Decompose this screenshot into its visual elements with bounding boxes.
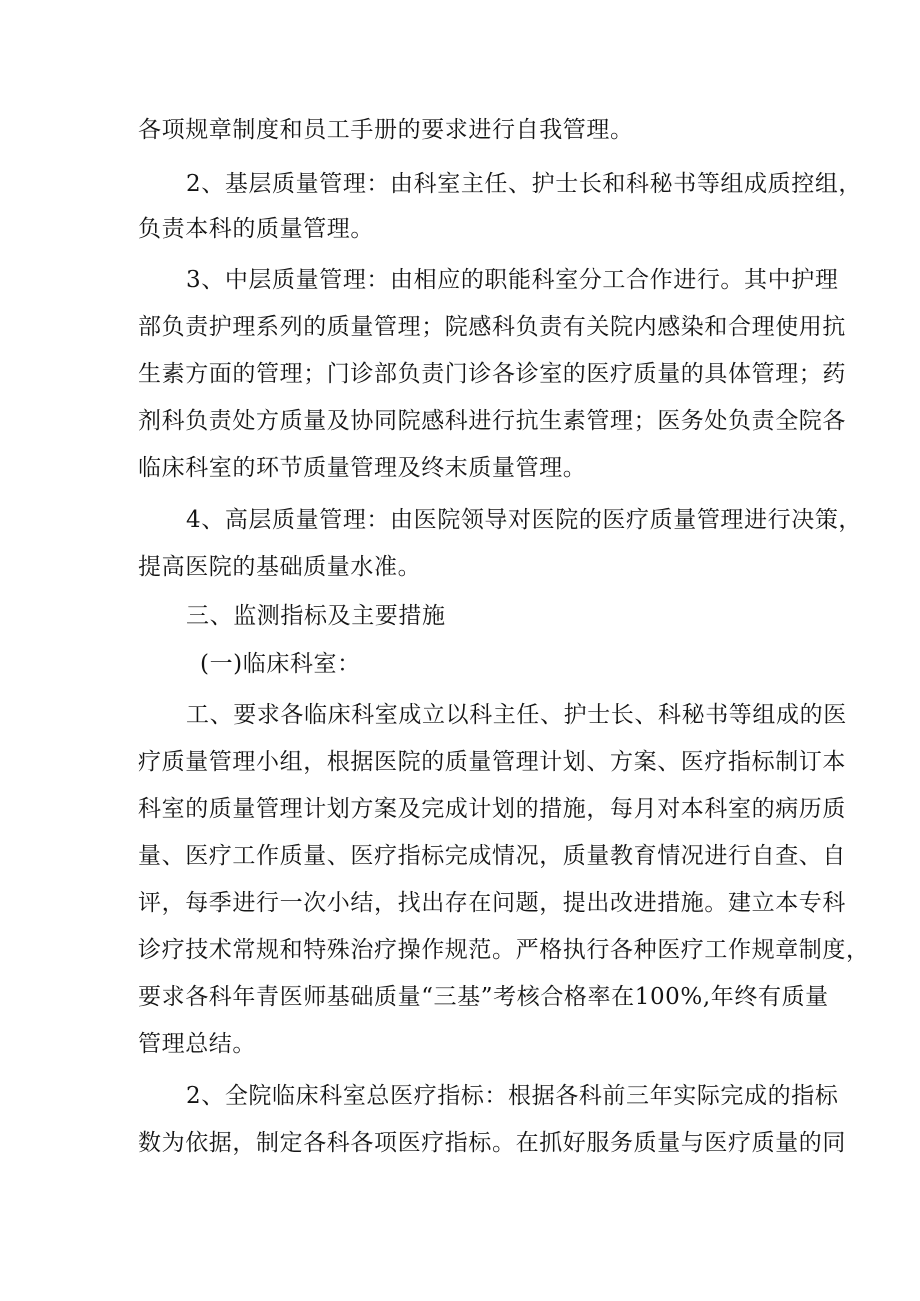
text-line: 管理总结。 (138, 1031, 256, 1057)
text-line: 4、高层质量管理：由医院领导对医院的医疗质量管理进行决策， (186, 507, 863, 533)
text-line: 工、要求各临床科室成立以科主任、护士长、科秘书等组成的医 (186, 702, 847, 728)
text-line: 2、全院临床科室总医疗指标：根据各科前三年实际完成的指标 (186, 1083, 839, 1109)
text-line: 3、中层质量管理：由相应的职能科室分工合作进行。其中护理 (186, 267, 839, 293)
text-line: 疗质量管理小组，根据医院的质量管理计划、方案、医疗指标制订本 (138, 749, 846, 775)
text-line: 2、基层质量管理：由科室主任、护士长和科秘书等组成质控组， (186, 171, 863, 197)
text-line: 临床科室的环节质量管理及终末质量管理。 (138, 455, 587, 481)
subsection-heading: (一)临床科室： (200, 651, 361, 677)
text-line: 各项规章制度和员工手册的要求进行自我管理。 (138, 117, 634, 143)
text-line: 量、医疗工作质量、医疗指标完成情况，质量教育情况进行自查、自 (138, 843, 846, 869)
text-line: 负责本科的质量管理。 (138, 216, 374, 242)
section-heading: 三、监测指标及主要措施 (186, 603, 446, 629)
text-line: 评，每季进行一次小结，找出存在问题，提出改进措施。建立本专科 (138, 890, 846, 916)
text-line: 部负责护理系列的质量管理；院感科负责有关院内感染和合理使用抗 (138, 314, 846, 340)
text-line: 提高医院的基础质量水准。 (138, 554, 422, 580)
text-line: 诊疗技术常规和特殊治疗操作规范。严格执行各种医疗工作规章制度， (138, 937, 870, 963)
text-line: 科室的质量管理计划方案及完成计划的措施，每月对本科室的病历质 (138, 796, 846, 822)
text-line: 数为依据，制定各科各项医疗指标。在抓好服务质量与医疗质量的同 (138, 1130, 846, 1156)
text-line: 要求各科年青医师基础质量“三基”考核合格率在100%,年终有质量 (138, 984, 829, 1010)
text-line: 剂科负责处方质量及协同院感科进行抗生素管理；医务处负责全院各 (138, 408, 846, 434)
text-line: 生素方面的管理；门诊部负责门诊各诊室的医疗质量的具体管理；药 (138, 361, 846, 387)
